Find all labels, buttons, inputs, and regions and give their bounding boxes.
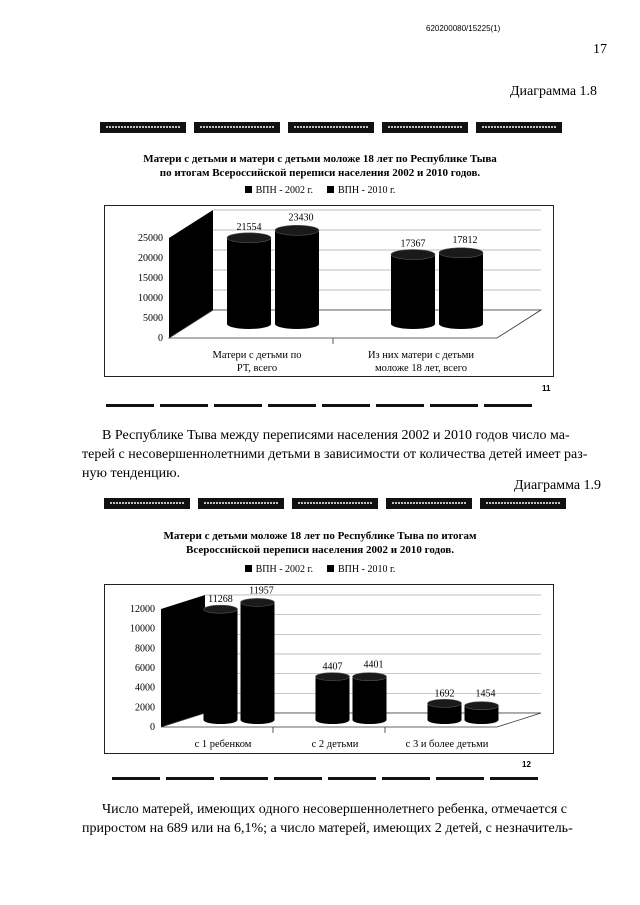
separator-dashes xyxy=(112,777,538,780)
chart-1-footnote: 11 xyxy=(542,384,551,393)
data-label: 1692 xyxy=(434,688,455,700)
paragraph-2 xyxy=(82,800,610,838)
y-tick-label: 6000 xyxy=(135,663,155,674)
legend-swatch-icon xyxy=(245,565,252,572)
side-wall xyxy=(161,595,205,727)
chart-1-plot xyxy=(105,206,553,376)
bar-cylinder-top xyxy=(241,598,275,606)
chart-2-title-line-2: Всероссийской переписи населения 2002 и 2010 годов. xyxy=(186,544,454,556)
chart-1-title xyxy=(60,152,580,180)
paragraph-2-line-2: приростом на 689 или на 6,1%; а число матерей, имеющих 2 детей, с незначитель- xyxy=(82,821,573,836)
chart-2-legend xyxy=(120,564,520,575)
bar-cylinder-top xyxy=(316,673,350,681)
x-category-label: с 1 ребенком xyxy=(194,739,252,750)
chart-floor xyxy=(169,310,541,338)
bar-cylinder xyxy=(227,238,271,329)
separator-dashes xyxy=(106,404,532,407)
bar-cylinder xyxy=(316,677,350,724)
legend-swatch-icon xyxy=(327,186,334,193)
legend-label: ВПН - 2010 г. xyxy=(338,564,396,575)
paragraph-2-line-1: Число матерей, имеющих одного несовершеннолетнего ребенка, отмечается с xyxy=(102,802,568,817)
page-number: 17 xyxy=(593,42,607,57)
chart-1-title-line-2: по итогам Всероссийской переписи населения 2002 и 2010 годов. xyxy=(159,167,481,179)
paragraph-1-line-1: В Республике Тыва между переписями населения 2002 и 2010 годов число ма- xyxy=(102,428,570,443)
chart-1-title-line-1: Матери с детьми и матери с детьми моложе 18 лет по Республике Тыва xyxy=(143,153,497,165)
x-category-label: с 2 детьми xyxy=(311,739,359,750)
bar-cylinder-top xyxy=(353,673,387,681)
y-tick-label: 2000 xyxy=(135,702,155,714)
chart-1-frame xyxy=(104,205,554,377)
bar-cylinder xyxy=(353,677,387,724)
legend-swatch-icon xyxy=(245,186,252,193)
chart-2-frame xyxy=(104,584,554,754)
decorative-bar-strip xyxy=(104,498,566,509)
data-label: 1454 xyxy=(475,688,496,700)
document-id: 620200080/15225(1) xyxy=(426,24,501,33)
legend-label: ВПН - 2002 г. xyxy=(255,564,313,575)
legend-swatch-icon xyxy=(327,565,334,572)
chart-1-legend xyxy=(120,185,520,196)
chart-2-title xyxy=(60,529,580,557)
y-tick-label: 4000 xyxy=(135,682,155,694)
data-label: 17812 xyxy=(452,234,478,246)
data-label: 4401 xyxy=(363,659,384,671)
bar-cylinder xyxy=(241,602,275,724)
bar-cylinder xyxy=(391,255,435,329)
bar-cylinder-top xyxy=(428,699,462,707)
y-tick-label: 10000 xyxy=(130,623,155,635)
chart-2-footnote: 12 xyxy=(522,760,531,769)
paragraph-1-line-3: ную тенденцию. xyxy=(82,466,181,481)
x-category-label: РТ, всего xyxy=(236,363,278,374)
legend-item-2010 xyxy=(327,185,395,196)
legend-item-2002 xyxy=(245,564,313,575)
bar-cylinder xyxy=(439,253,483,329)
bar-cylinder-top xyxy=(465,702,499,710)
data-label: 11268 xyxy=(208,594,233,606)
data-label: 21554 xyxy=(236,221,262,233)
legend-label: ВПН - 2002 г. xyxy=(255,185,313,196)
y-tick-label: 5000 xyxy=(143,313,163,324)
decorative-bar-strip xyxy=(100,122,562,133)
y-tick-label: 15000 xyxy=(138,273,163,284)
data-label: 4407 xyxy=(322,661,343,673)
legend-item-2010 xyxy=(327,564,395,575)
y-tick-label: 20000 xyxy=(138,253,163,264)
data-label: 17367 xyxy=(400,238,426,250)
paragraph-1 xyxy=(82,426,610,483)
bar-cylinder-top xyxy=(204,605,238,613)
chart-2-plot xyxy=(105,585,553,753)
chart-2-title-line-1: Матери с детьми моложе 18 лет по Республике Тыва по итогам xyxy=(163,530,477,542)
x-category-label: с 3 и более детьми xyxy=(405,739,489,750)
data-label: 11957 xyxy=(249,585,274,597)
legend-label: ВПН - 2010 г. xyxy=(338,185,396,196)
data-label: 23430 xyxy=(288,212,314,224)
paragraph-1-line-2: терей с несовершеннолетними детьми в зависимости от количества детей имеет раз- xyxy=(82,447,588,462)
bar-cylinder xyxy=(275,230,319,329)
x-category-label: Из них матери с детьми xyxy=(367,350,475,361)
bar-cylinder-top xyxy=(439,248,483,258)
y-tick-label: 0 xyxy=(150,722,155,733)
y-tick-label: 25000 xyxy=(138,233,163,244)
y-tick-label: 12000 xyxy=(130,604,155,615)
diagram-label-1-8: Диаграмма 1.8 xyxy=(510,84,598,99)
bar-cylinder-top xyxy=(227,233,271,243)
bar-cylinder-top xyxy=(391,250,435,260)
y-tick-label: 10000 xyxy=(138,293,163,304)
bar-cylinder xyxy=(204,609,238,724)
y-tick-label: 0 xyxy=(158,333,163,344)
x-category-label: Матери с детьми по xyxy=(212,350,302,361)
y-tick-label: 8000 xyxy=(135,643,155,655)
x-category-label: моложе 18 лет, всего xyxy=(374,363,468,374)
legend-item-2002 xyxy=(245,185,313,196)
diagram-label-1-9: Диаграмма 1.9 xyxy=(514,478,602,493)
bar-cylinder-top xyxy=(275,225,319,235)
